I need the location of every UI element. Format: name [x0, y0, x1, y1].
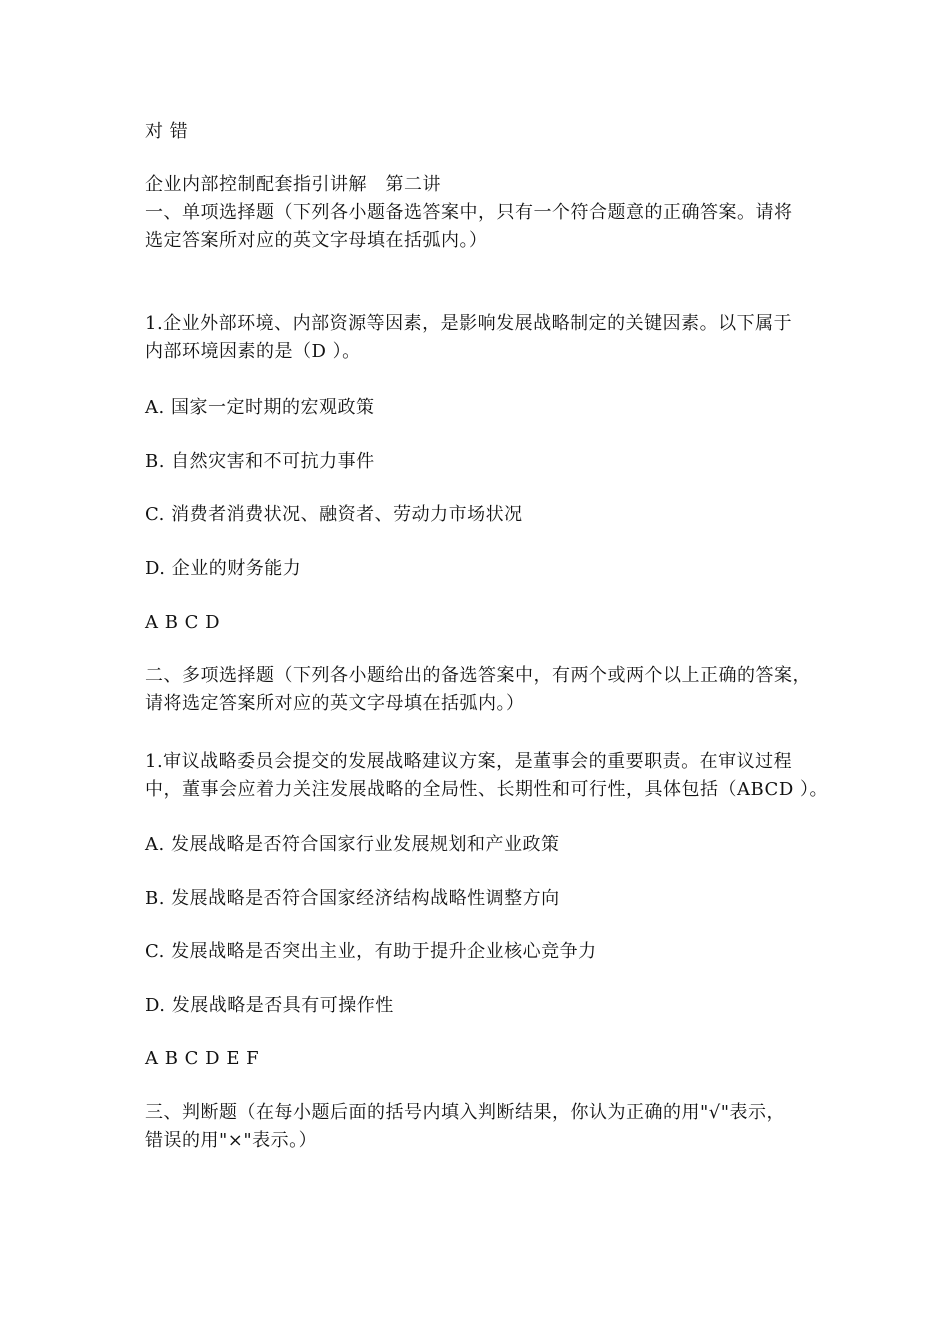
page-title: 企业内部控制配套指引讲解 第二讲 [145, 174, 441, 195]
section3-heading [145, 1099, 810, 1155]
section2-heading-line1: 二、多项选择题（下列各小题给出的备选答案中，有两个或两个以上正确的答案， [145, 665, 811, 686]
section1-heading-line2: 选定答案所对应的英文字母填在括弧内。） [145, 230, 488, 251]
section2-question [145, 748, 828, 804]
section2-question-line2: 中，董事会应着力关注发展战略的全局性、长期性和可行性，具体包括（ABCD ）。 [145, 779, 828, 800]
section1-option-c: C. 消费者消费状况、融资者、劳动力市场状况 [145, 504, 523, 525]
section2-option-c: C. 发展战略是否突出主业，有助于提升企业核心竞争力 [145, 941, 597, 962]
section2-answer-choices: A B C D E F [145, 1048, 260, 1069]
section2-question-line1: 1.审议战略委员会提交的发展战略建议方案，是董事会的重要职责。在审议过程 [145, 751, 793, 772]
section2-option-d: D. 发展战略是否具有可操作性 [145, 995, 394, 1016]
section1-question [145, 310, 810, 366]
section1-heading [145, 199, 810, 255]
section1-heading-line1: 一、单项选择题（下列各小题备选答案中，只有一个符合题意的正确答案。请将 [145, 202, 793, 223]
section1-option-b: B. 自然灾害和不可抗力事件 [145, 451, 375, 472]
section2-option-b: B. 发展战略是否符合国家经济结构战略性调整方向 [145, 888, 560, 909]
section2-heading [145, 662, 810, 718]
section3-heading-line2: 错误的用"×"表示。） [145, 1130, 318, 1151]
section1-question-line2: 内部环境因素的是（D ）。 [145, 341, 361, 362]
section1-answer-choices: A B C D [145, 612, 221, 633]
section1-option-a: A. 国家一定时期的宏观政策 [145, 397, 375, 418]
section2-heading-line2: 请将选定答案所对应的英文字母填在括弧内。） [145, 693, 525, 714]
section2-option-a: A. 发展战略是否符合国家行业发展规划和产业政策 [145, 834, 560, 855]
section1-option-d: D. 企业的财务能力 [145, 558, 302, 579]
true-false-header: 对 错 [145, 121, 189, 142]
section3-heading-line1: 三、判断题（在每小题后面的括号内填入判断结果，你认为正确的用"√"表示， [145, 1102, 786, 1123]
section1-question-line1: 1.企业外部环境、内部资源等因素，是影响发展战略制定的关键因素。以下属于 [145, 313, 793, 334]
